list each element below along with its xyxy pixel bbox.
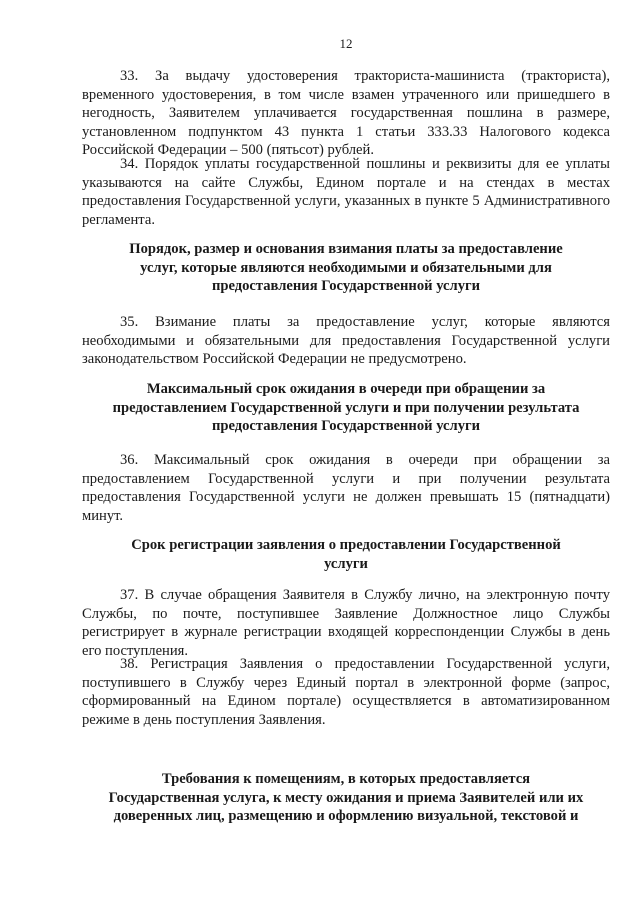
heading-line: доверенных лиц, размещению и оформлению визуальной, текстовой и bbox=[113, 808, 579, 825]
heading-line: предоставлением Государственной услуги и при получении результата bbox=[112, 399, 580, 416]
page-number: 12 bbox=[339, 36, 353, 51]
heading-line: предоставления Государственной услуги bbox=[211, 278, 481, 295]
section-heading-fees bbox=[82, 240, 610, 296]
paragraph-33: 33. За выдачу удостоверения тракториста-машиниста (тракториста), временного удостоверения, в том числе взамен утраченного или пришедшего в негодность, Заявителем уплачивается государственная пошлина в размере, установленном подпунктом 43 пункта 1 статьи 333.33 Налогового кодекса Российской Федерации – 500 (пятьсот) рублей. bbox=[82, 68, 610, 159]
paragraph-34: 34. Порядок уплаты государственной пошлины и реквизиты для ее уплаты указываются на сайте Службы, Едином портале и на стендах в местах предоставления Государственной услуги, указанных в пункте 5 Административного регламента. bbox=[82, 156, 610, 228]
heading-line: услуг, которые являются необходимыми и обязательными для bbox=[140, 259, 552, 276]
heading-line: Требования к помещениям, в которых предоставляется bbox=[161, 771, 531, 787]
section-heading-queue-time bbox=[82, 380, 610, 436]
heading-line: Порядок, размер и основания взимания платы за предоставление bbox=[129, 241, 563, 257]
section-heading-registration bbox=[82, 536, 610, 573]
heading-line: Государственная услуга, к месту ожидания и приема Заявителей или их bbox=[108, 789, 584, 806]
heading-line: Срок регистрации заявления о предоставлении Государственной bbox=[131, 537, 561, 553]
heading-line: Максимальный срок ожидания в очереди при обращении за bbox=[146, 381, 546, 397]
paragraph-35: 35. Взимание платы за предоставление услуг, которые являются необходимыми и обязательными для предоставления Государственной услуги законодательством Российской Федерации не предусмотрено. bbox=[82, 314, 610, 368]
paragraph-36: 36. Максимальный срок ожидания в очереди при обращении за предоставлением Государственной услуги и при получении результата предоставления Государственной услуги не должен превышать 15 (пятнадцати) минут. bbox=[82, 452, 610, 524]
paragraph-37: 37. В случае обращения Заявителя в Службу лично, на электронную почту Службы, по почте, поступившее Заявление Должностное лицо Службы регистрирует в журнале регистрации входящей корреспонденции Службы в день его поступления. bbox=[82, 587, 610, 659]
paragraph-38: 38. Регистрация Заявления о предоставлении Государственной услуги, поступившего в Службу через Единый портал в электронной форме (запрос, сформированный на Едином портале) осуществляется в автоматизированном режиме в день поступления Заявления. bbox=[82, 656, 610, 728]
section-heading-premises bbox=[82, 770, 610, 826]
heading-line: услуги bbox=[324, 555, 368, 572]
heading-line: предоставления Государственной услуги bbox=[211, 418, 481, 435]
